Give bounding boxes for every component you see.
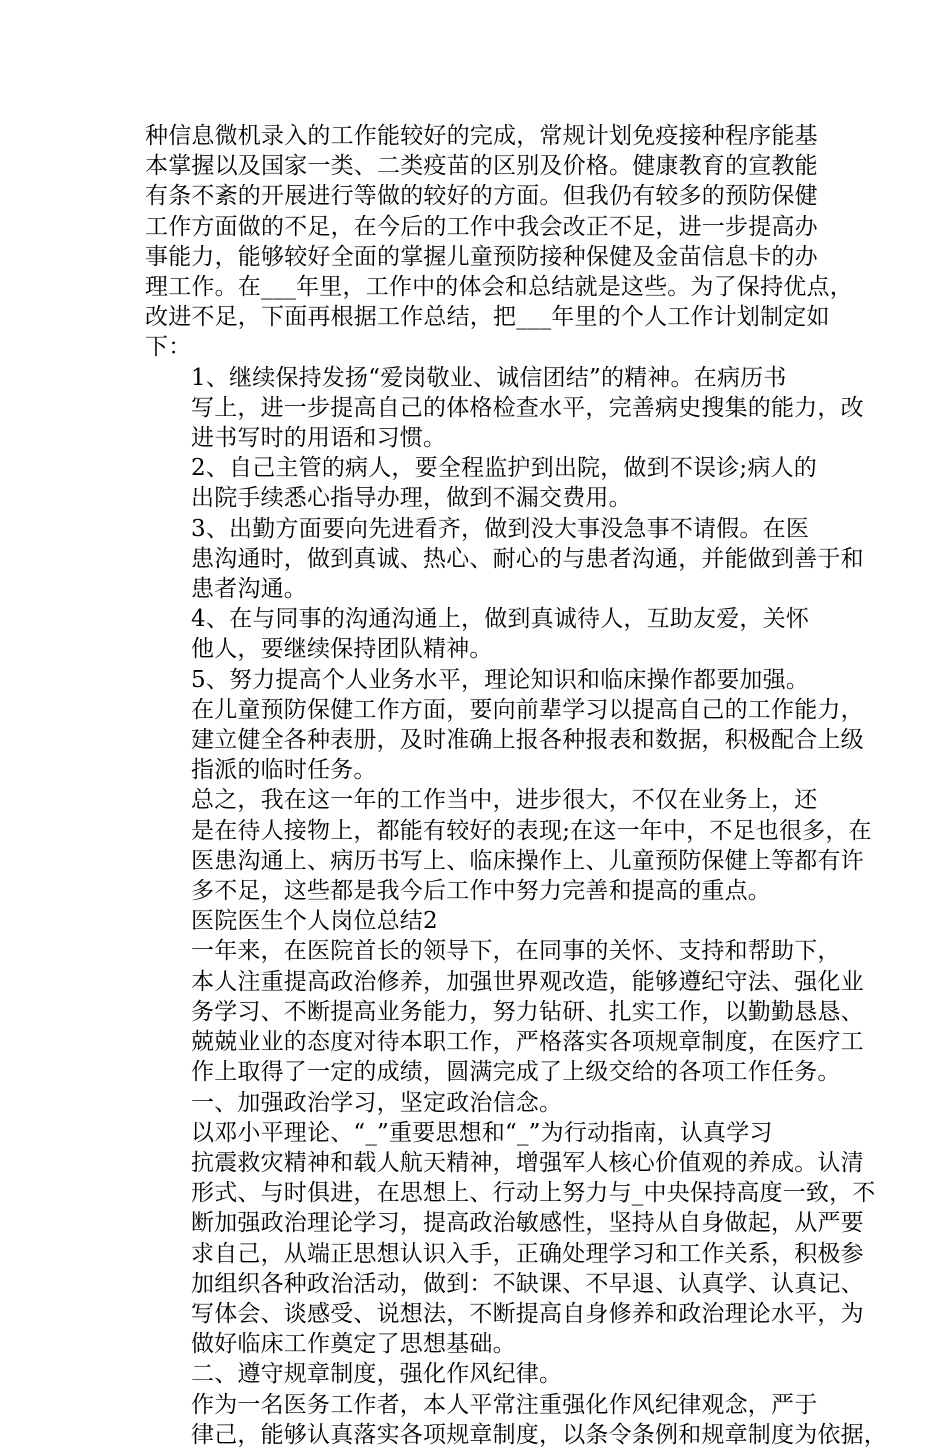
text-line: 他人，要继续保持团队精神。 <box>191 636 493 663</box>
text-line: 出院手续悉心指导办理，做到不漏交费用。 <box>191 485 632 512</box>
paragraph <box>145 1118 876 1360</box>
text-line: 以邓小平理论、“_”重要思想和“_”为行动指南，认真学习 <box>191 1119 773 1146</box>
text-line: 一年来，在医院首长的领导下，在同事的关怀、支持和帮助下， <box>191 938 841 965</box>
text-line: 断加强政治理论学习，提高政治敏感性，坚持从自身做起，从严要 <box>191 1210 864 1237</box>
text-line: 律己，能够认真落实各项规章制度，以条令条例和规章制度为依据， <box>191 1421 887 1448</box>
document-page <box>145 121 887 1450</box>
text-line: 理工作。在___年里，工作中的体会和总结就是这些。为了保持优点， <box>145 274 853 301</box>
text-line: 本人注重提高政治修养，加强世界观改造，能够遵纪守法、强化业 <box>191 968 864 995</box>
text-line: 有条不紊的开展进行等做的较好的方面。但我仍有较多的预防保健 <box>145 183 818 210</box>
paragraph <box>145 453 820 513</box>
text-line: 求自己，从端正思想认识入手，正确处理学习和工作关系，积极参 <box>191 1240 864 1267</box>
text-line: 指派的临时任务。 <box>191 757 377 784</box>
text-line: 5、努力提高个人业务水平，理论知识和临床操作都要加强。 <box>191 666 810 693</box>
paragraph <box>145 936 864 1087</box>
text-line: 作上取得了一定的成绩，圆满完成了上级交给的各项工作任务。 <box>191 1059 841 1086</box>
text-line: 工作方面做的不足，在今后的工作中我会改正不足，进一步提高办 <box>145 213 818 240</box>
text-line: 医院医生个人岗位总结2 <box>191 908 438 935</box>
paragraph <box>145 1088 820 1118</box>
paragraph <box>145 906 820 936</box>
text-line: 医患沟通上、病历书写上、临床操作上、儿童预防保健上等都有许 <box>191 847 864 874</box>
text-line: 作为一名医务工作者，本人平常注重强化作风纪律观念，严于 <box>191 1391 818 1418</box>
text-line: 是在待人接物上，都能有较好的表现;在这一年中，不足也很多，在 <box>191 817 872 844</box>
text-line: 患沟通时，做到真诚、热心、耐心的与患者沟通，并能做到善于和 <box>191 545 864 572</box>
paragraph <box>145 514 864 605</box>
text-line: 写上，进一步提高自己的体格检查水平，完善病史搜集的能力，改 <box>191 394 864 421</box>
text-line: 患者沟通。 <box>191 576 307 603</box>
text-line: 二、遵守规章制度，强化作风纪律。 <box>191 1361 563 1388</box>
text-line: 兢兢业业的态度对待本职工作，严格落实各项规章制度，在医疗工 <box>191 1029 864 1056</box>
text-line: 改进不足，下面再根据工作总结，把___年里的个人工作计划制定如 <box>145 304 830 331</box>
text-line: 一、加强政治学习，坚定政治信念。 <box>191 1089 563 1116</box>
paragraph <box>145 121 853 363</box>
text-line: 总之，我在这一年的工作当中，进步很大，不仅在业务上，还 <box>191 787 818 814</box>
text-line: 3、出勤方面要向先进看齐，做到没大事没急事不请假。在医 <box>191 515 810 542</box>
paragraph <box>145 665 864 786</box>
text-line: 2、自己主管的病人，要全程监护到出院，做到不误诊;病人的 <box>191 455 817 482</box>
text-line: 本掌握以及国家一类、二类疫苗的区别及价格。健康教育的宣教能 <box>145 153 818 180</box>
text-line: 下： <box>145 334 192 361</box>
text-line: 写体会、谈感受、说想法，不断提高自身修养和政治理论水平，为 <box>191 1300 864 1327</box>
text-line: 1、继续保持发扬“爱岗敬业、诚信团结”的精神。在病历书 <box>191 364 787 391</box>
paragraph <box>145 604 820 664</box>
paragraph <box>145 363 864 454</box>
text-line: 建立健全各种表册，及时准确上报各种报表和数据，积极配合上级 <box>191 727 864 754</box>
text-line: 加组织各种政治活动，做到：不缺课、不早退、认真学、认真记、 <box>191 1270 864 1297</box>
text-line: 事能力，能够较好全面的掌握儿童预防接种保健及金苗信息卡的办 <box>145 243 818 270</box>
paragraph <box>145 1359 820 1389</box>
paragraph <box>145 785 872 906</box>
text-line: 在儿童预防保健工作方面，要向前辈学习以提高自己的工作能力， <box>191 696 864 723</box>
text-line: 抗震救灾精神和载人航天精神，增强军人核心价值观的养成。认清 <box>191 1149 864 1176</box>
text-line: 种信息微机录入的工作能较好的完成，常规计划免疫接种程序能基 <box>145 123 818 149</box>
text-line: 形式、与时俱进，在思想上、行动上努力与_中央保持高度一致，不 <box>191 1180 876 1207</box>
text-line: 多不足，这些都是我今后工作中努力完善和提高的重点。 <box>191 878 771 905</box>
text-line: 做好临床工作奠定了思想基础。 <box>191 1331 516 1358</box>
text-line: 务学习、不断提高业务能力，努力钻研、扎实工作，以勤勤恳恳、 <box>191 998 864 1025</box>
paragraph <box>145 1390 887 1450</box>
text-line: 进书写时的用语和习惯。 <box>191 425 447 452</box>
text-line: 4、在与同事的沟通沟通上，做到真诚待人，互助友爱，关怀 <box>191 606 810 633</box>
